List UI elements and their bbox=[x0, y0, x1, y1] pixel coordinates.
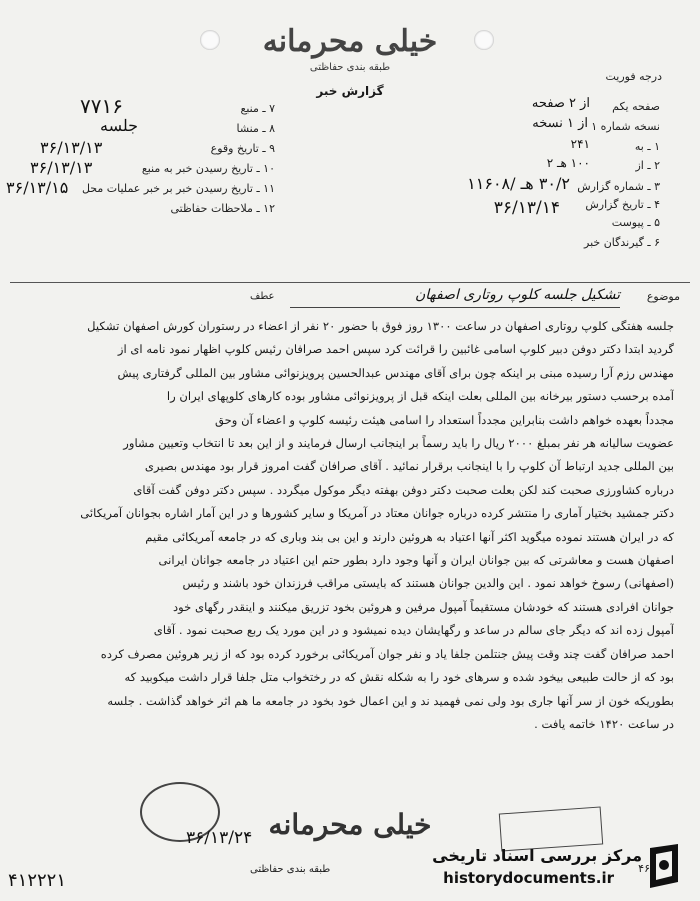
meta-label: ۹ ـ تاریخ وقوع bbox=[210, 142, 275, 155]
body-line: دکتر جمشید بختیار آماری را منتشر کرده درباره جوانان معتاد در آمریکا و سایر کشورها و در این آمار اشاره بجوانان آمریکائی bbox=[80, 506, 674, 521]
meta-value: جلسه bbox=[100, 116, 139, 135]
report-title: گزارش خبر bbox=[316, 84, 384, 98]
body-line: در ساعت ۱۴۲۰ خاتمه یافت . bbox=[534, 716, 674, 731]
meta-label: ۶ ـ گیرندگان خبر bbox=[584, 236, 660, 249]
body-line: احمد صرافان گفت چند وقت پیش جنتلمن جلفا یاد و نفر جوان آمریکائی برخورد کرده بود که از زیر هروئین مصرف کرده bbox=[100, 646, 674, 661]
meta-label: ۱۰ ـ تاریخ رسیدن خبر به منبع bbox=[141, 162, 275, 175]
classification-sub: طبقه بندی حفاظتی bbox=[309, 62, 391, 73]
body-line: جوانان افرادی هستند که خودشان مستقیماً آمپول مرفین و هروئین بخود تزریق میکنند و اینقدر رگهای خود bbox=[173, 599, 674, 614]
meta-label: ۲ ـ از bbox=[635, 159, 660, 172]
meta-value: ۳۶/۱۳/۱۳ bbox=[40, 138, 103, 157]
body-line: عضویت سالیانه هر نفر بمبلغ ۲۰۰۰ ریال را باید رسماً بر اینجانب ارسال فرمایند و از این بعد تا انتخاب وتعیین مشاور bbox=[123, 436, 674, 451]
meta-value: از ۲ صفحه bbox=[531, 96, 590, 111]
meta-value: ۳۰/۲ هـ /۱۱۶۰۸ bbox=[467, 174, 570, 193]
meta-value: ۱۰۰ هـ ۲ bbox=[546, 156, 590, 170]
meta-value: ۳۶/۱۳/۱۴ bbox=[493, 198, 560, 218]
header-divider bbox=[10, 282, 690, 283]
meta-label: ۱ ـ به bbox=[634, 140, 660, 153]
meta-label: صفحه یکم bbox=[612, 100, 660, 113]
subject-underline bbox=[290, 307, 620, 308]
bottom-left-number: ۴۱۲۲۲۱ bbox=[8, 870, 67, 891]
meta-label: ۴ ـ تاریخ گزارش bbox=[585, 198, 660, 211]
body-line: اصفهان هست و معاشرتی که بین جوانان ایران و آنها وجود دارد بطور حتم این اعتیاد در جامعه جوانان ایرانی bbox=[158, 553, 674, 568]
meta-label: نسخه شماره ۱ bbox=[591, 120, 660, 133]
bottom-classification-sub: طبقه بندی حفاظتی bbox=[250, 864, 331, 875]
body-line: (اصفهانی) رسوخ خواهد نمود . این والدین جوانان هستند که بایستی مراقب فرزندان خود باشند و رئیس bbox=[182, 576, 674, 591]
priority-label: درجه فوریت bbox=[605, 70, 662, 83]
watermark-url: historydocuments.ir bbox=[443, 869, 614, 887]
body-line: بطوریکه خون از سر آنها جاری بود ولی نمی فهمید ند و این اعمال خود بخود در جامعه ما هم اثر خواهد گذاشت . جلسه bbox=[107, 693, 674, 708]
body-line: آمپول زده اند که دیگر جای سالم در ساعد و رگهایشان دیده نمیشود و در این مورد یک ربع صحبت نمود . آقای bbox=[153, 623, 674, 638]
body-line: درباره کشاورزی صحبت کند لکن بعلت صحبت دکتر دوفن بهفته دیگر موکول میگردد . سپس دکتر دوفن گفت آقای bbox=[133, 482, 674, 497]
meta-value: ۲۴۱ bbox=[570, 137, 590, 151]
handwritten-date: ۳۶/۱۳/۲۴ bbox=[186, 828, 253, 848]
meta-value: از ۱ نسخه bbox=[532, 116, 588, 131]
body-line: مهندس رزم آرا رسیده مبنی بر اینکه چون برای آقای مهندس عبدالحسین پرویزنوائی مشاور بین المللی گرفتاری پیش bbox=[117, 365, 674, 380]
body-line: گردید ابتدا دکتر دوفن دبیر کلوپ اسامی غائبین را قرائت کرد سپس احمد صرافان رئیس کلوپ اظهار نمود نامه ای از bbox=[117, 342, 674, 357]
body-line: که در ایران هستند نموده میگوید اکثر آنها اعتیاد به هروئین دارند و این بی بند وباری که در جامعه آمریکائی مقیم bbox=[145, 529, 674, 544]
meta-label: ۱۱ ـ تاریخ رسیدن خبر بر خبر عملیات محل bbox=[81, 182, 275, 195]
meta-value: ۳۶/۱۳/۱۵ bbox=[6, 178, 69, 197]
body-line: بود که از حالت طبیعی بیخود شده و سرهای خود را به شکله نقش که در رختخواب متل جلفا قرار داشت میکوبید که bbox=[124, 670, 674, 685]
body-line: آمده برحسب دستور بیرخانه بین المللی بعلت اینکه قبل از پرویزنوائی مشاور بوده کارهای کلوپهای ایران را bbox=[166, 389, 674, 404]
meta-label: ۵ ـ پیوست bbox=[611, 216, 660, 229]
meta-value: ۷۷۱۶ bbox=[80, 94, 123, 118]
watermark-logo-icon bbox=[644, 842, 684, 890]
body-line: جلسه هفتگی کلوپ روتاری اصفهان در ساعت ۱۳۰۰ روز فوق با حضور ۲۰ نفر از اعضاء در رستوران کورش اصفهان تشکیل bbox=[87, 319, 674, 333]
subject-text: تشکیل جلسه کلوپ روتاری اصفهان bbox=[414, 287, 620, 303]
subject-label: موضوع bbox=[646, 290, 680, 303]
body-line: بین المللی جدید ارتباط آن کلوپ را با اینجانب برقرار نمائید . آقای صرافان گفت امروز قرار بود مهندس بصیری bbox=[144, 459, 674, 474]
reference-label: عطف bbox=[250, 291, 275, 302]
meta-label: ۱۲ ـ ملاحظات حفاظتی bbox=[170, 202, 275, 215]
meta-value: ۳۶/۱۳/۱۳ bbox=[30, 158, 93, 177]
classification-stamp: خیلی محرمانه bbox=[262, 24, 438, 59]
watermark-title: مرکز بررسی اسناد تاریخی bbox=[432, 846, 642, 865]
body-line: مجدداً بعهده خواهم داشت بنابراین مجدداً استعداد را اسامی هیئت رئیسه کلوپ و اعضاء آن وحق bbox=[214, 412, 674, 427]
meta-label: ۸ ـ منشا bbox=[236, 122, 275, 135]
page-number: ۴۶ bbox=[638, 862, 650, 875]
report-body bbox=[24, 315, 674, 736]
meta-label: ۳ ـ شماره گزارش bbox=[577, 180, 660, 193]
bottom-classification-stamp: خیلی محرمانه bbox=[268, 808, 432, 841]
meta-label: ۷ ـ منبع bbox=[240, 102, 275, 115]
